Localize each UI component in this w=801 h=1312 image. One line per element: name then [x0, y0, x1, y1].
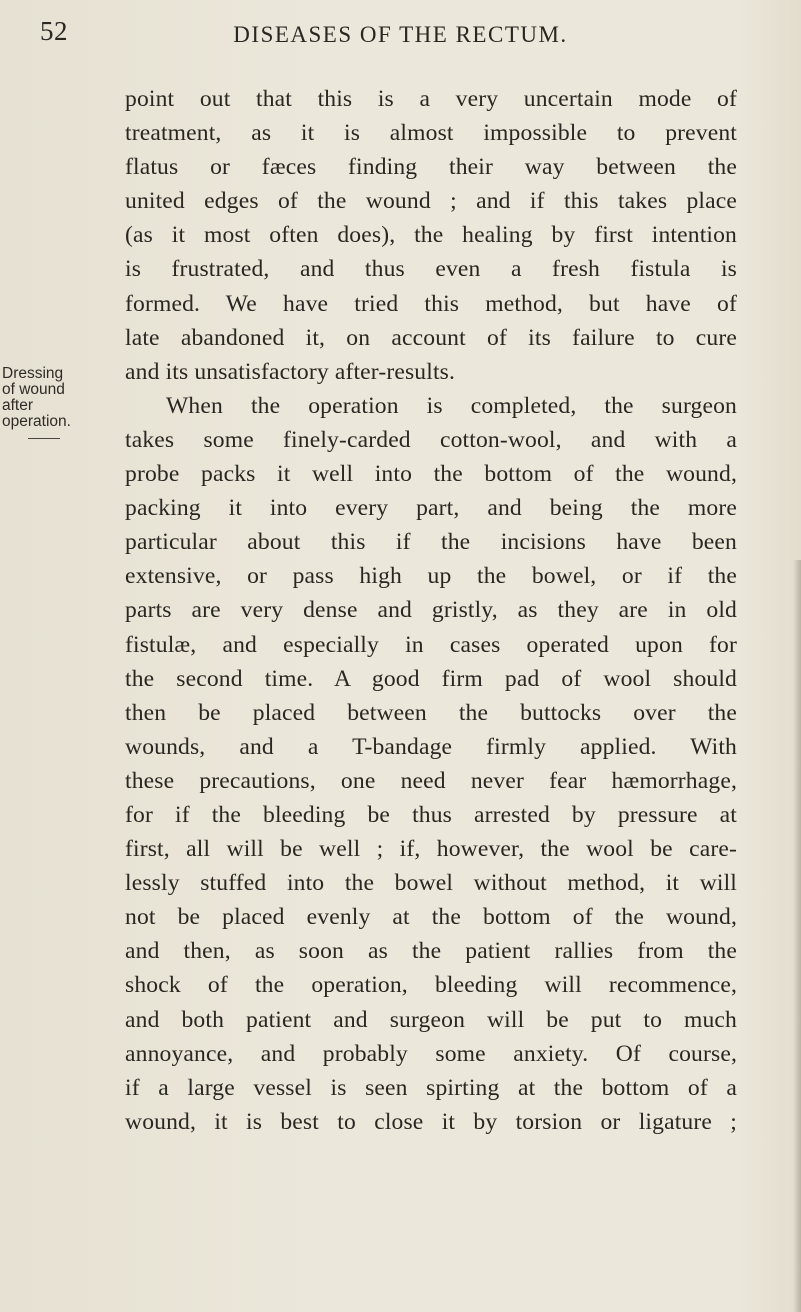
text-line: packing it into every part, and being the more [125, 495, 737, 522]
text-line: extensive, or pass high up the bowel, or if the [125, 563, 737, 590]
text-line: and both patient and surgeon will be put to much [125, 1006, 737, 1033]
text-line: treatment, as it is almost impossible to prevent [125, 120, 737, 147]
text-line: these precautions, one need never fear hæmorrhage, [125, 767, 737, 794]
text-line: (as it most often does), the healing by first intention [125, 222, 737, 249]
text-line: fistulæ, and especially in cases operated upon for [125, 631, 737, 658]
text-line: not be placed evenly at the bottom of the wound, [125, 904, 737, 931]
text-line: lessly stuffed into the bowel without method, it will [125, 870, 737, 897]
text-line: takes some finely-carded cotton-wool, and with a [125, 426, 737, 453]
page-edge-shadow [793, 560, 801, 1312]
text-line: first, all will be well ; if, however, the wool be care- [125, 836, 737, 863]
text-line: and its unsatisfactory after-results. [125, 358, 456, 385]
margin-note-line: operation. [2, 413, 71, 430]
margin-note-line: after [2, 397, 34, 414]
text-line: formed. We have tried this method, but have of [125, 290, 737, 317]
margin-note-line: Dressing [2, 365, 64, 382]
text-line: wounds, and a T-bandage firmly applied. With [125, 733, 737, 760]
text-line: the second time. A good firm pad of wool should [125, 665, 737, 692]
text-line: united edges of the wound ; and if this takes place [125, 188, 737, 215]
paragraph-start-line: When the operation is completed, the surgeon [166, 392, 737, 419]
margin-note-line: of wound [2, 381, 65, 398]
page-number: 52 [40, 16, 68, 46]
text-line: wound, it is best to close it by torsion or ligature ; [125, 1108, 737, 1135]
text-line: and then, as soon as the patient rallies from the [125, 938, 737, 965]
margin-note [2, 366, 120, 430]
margin-dash [28, 438, 60, 439]
text-line: shock of the operation, bleeding will recommence, [125, 972, 737, 999]
text-line: then be placed between the buttocks over the [125, 699, 737, 726]
text-line: particular about this if the incisions have been [125, 529, 737, 556]
text-line: late abandoned it, on account of its failure to cure [125, 324, 737, 351]
text-line: annoyance, and probably some anxiety. Of course, [125, 1040, 737, 1067]
text-line: probe packs it well into the bottom of the wound, [125, 461, 737, 488]
text-line: point out that this is a very uncertain mode of [125, 86, 737, 112]
text-line: parts are very dense and gristly, as they are in old [125, 597, 737, 624]
running-head: DISEASES OF THE RECTUM. [233, 22, 568, 47]
text-line: flatus or fæces finding their way between the [125, 154, 737, 181]
text-line: for if the bleeding be thus arrested by pressure at [125, 801, 737, 828]
body-text [125, 82, 737, 1139]
text-line: is frustrated, and thus even a fresh fistula is [125, 256, 737, 283]
text-line: if a large vessel is seen spirting at the bottom of a [125, 1074, 737, 1101]
